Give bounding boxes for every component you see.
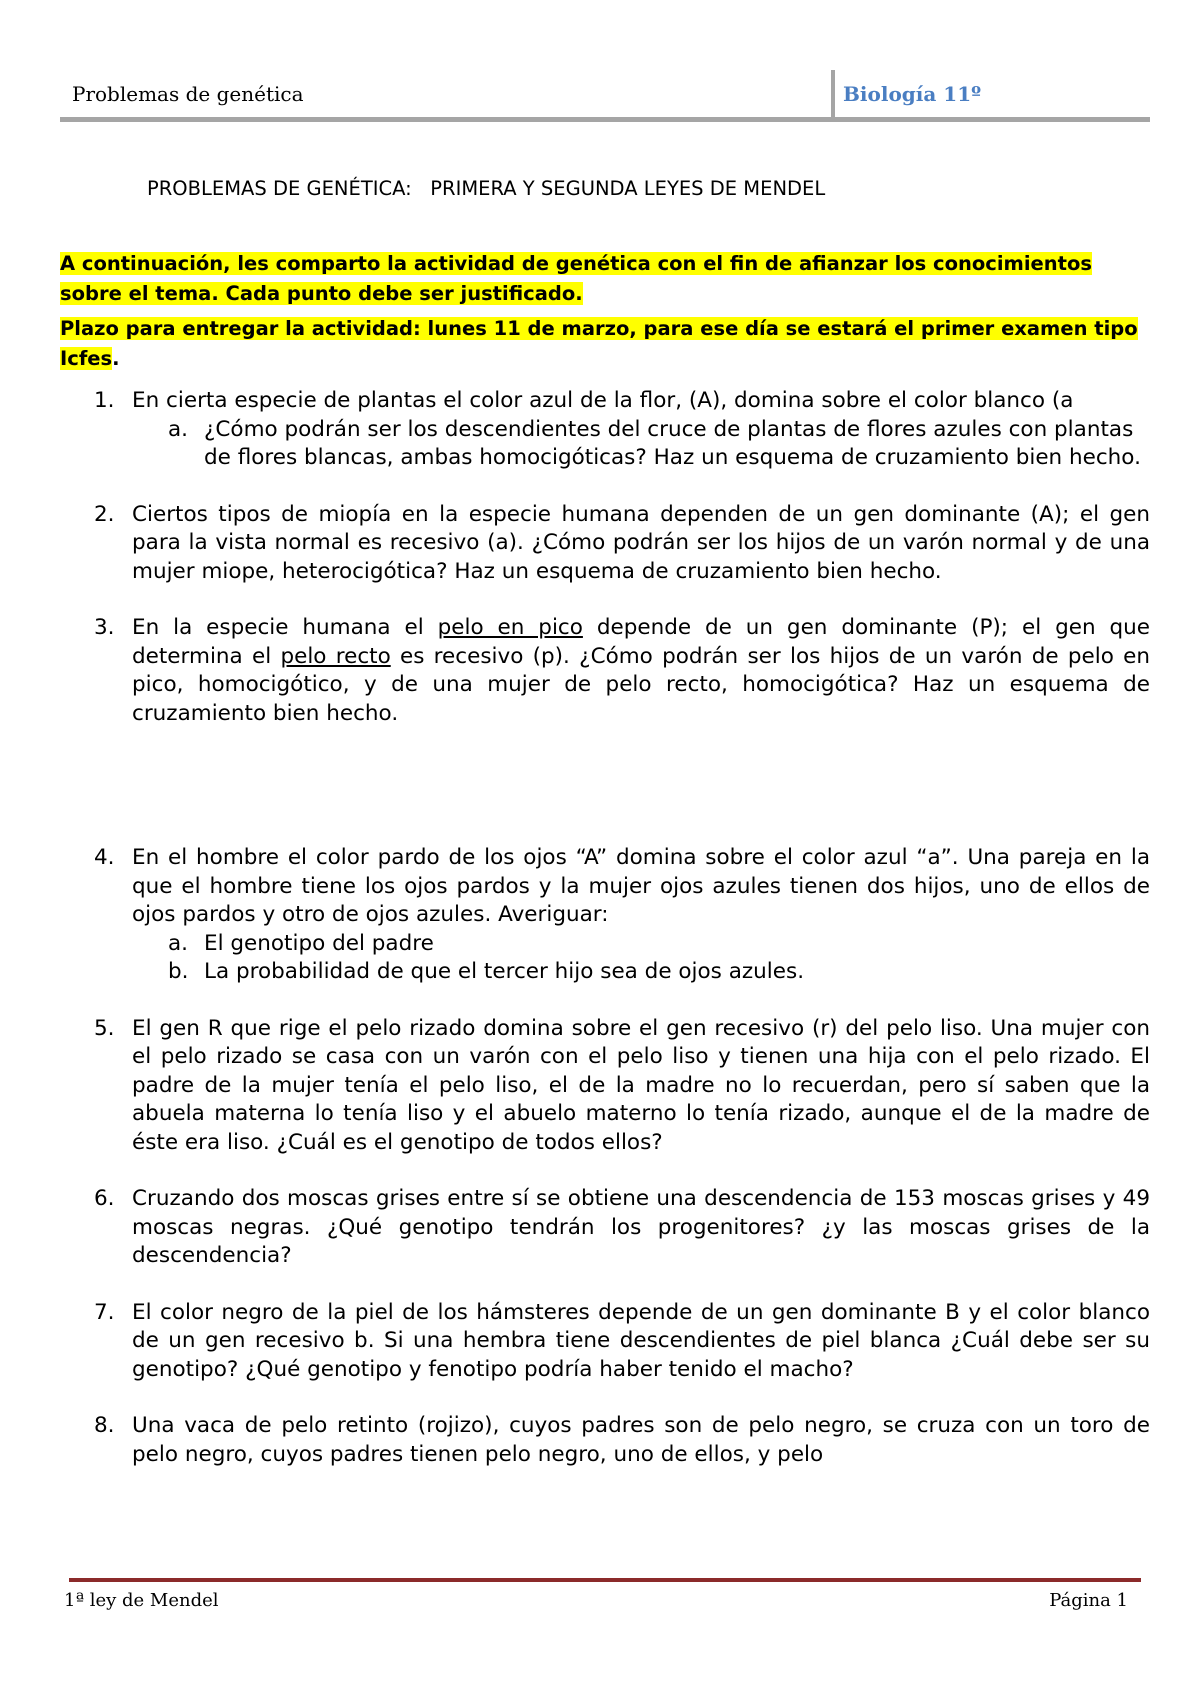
problem-list-b	[60, 844, 1150, 1497]
problem-text: En el hombre el color pardo de los ojos “A” domina sobre el color azul “a”. Una pareja en la que el hombre tiene los ojos pardos y la mujer ojos azules tienen dos hijos, uno de ellos de ojos pardos y otro de ojos azules. Averiguar:	[132, 845, 1150, 927]
intro-paragraph-1	[60, 249, 1150, 309]
problem-text: Cruzando dos moscas grises entre sí se obtiene una descendencia de 153 moscas grises y 49 moscas negras. ¿Qué genotipo tendrán los progenitores? ¿y las moscas grises de la descendencia?	[132, 1186, 1150, 1268]
footer-page-number: Página 1	[1049, 1590, 1128, 1611]
subitem-letter: b.	[168, 959, 189, 984]
intro-paragraph-2	[60, 314, 1150, 374]
problem-text-part: es recesivo (p). ¿Cómo podrán ser los hijos de un varón de pelo en pico, homocigótico, y de una mujer de pelo recto, homocigótica? Haz un esquema de cruzamiento bien hecho.	[132, 643, 1150, 726]
underlined-term: pelo en pico	[437, 615, 583, 640]
problem-5	[60, 1015, 1150, 1158]
problem-text: Ciertos tipos de miopía en la especie humana dependen de un gen dominante (A); el gen para la vista normal es recesivo (a). ¿Cómo podrán ser los hijos de un varón normal y de una mujer miope, heterocigótica? Haz un esquema de cruzamiento bien hecho.	[132, 501, 1150, 584]
problem-2	[60, 501, 1150, 587]
problem-3	[60, 614, 1150, 728]
document-title: PROBLEMAS DE GENÉTICA: PRIMERA Y SEGUNDA LEYES DE MENDEL	[147, 177, 826, 200]
problem-number: 4.	[94, 845, 115, 870]
subitem-text: ¿Cómo podrán ser los descendientes del cruce de plantas de flores azules con plantas de flores blancas, ambas homocigóticas? Haz un esquema de cruzamiento bien hecho.	[204, 416, 1141, 470]
header-rule	[60, 117, 1150, 122]
subitem-letter: a.	[168, 930, 189, 956]
subitem-text: La probabilidad de que el tercer hijo sea de ojos azules.	[204, 959, 805, 984]
problem-text: Una vaca de pelo retinto (rojizo), cuyos padres son de pelo negro, se cruza con un toro de pelo negro, cuyos padres tienen pelo negro, uno de ellos, y pelo	[132, 1413, 1150, 1467]
problem-number: 3.	[94, 615, 115, 640]
problem-1	[60, 387, 1150, 473]
header-separator	[831, 70, 835, 122]
problem-number: 1.	[94, 388, 115, 413]
intro-text-2: Plazo para entregar la actividad: lunes 11 de marzo, para ese día se estará el primer examen tipo Icfes	[60, 317, 1138, 370]
footer-left-text: 1ª ley de Mendel	[64, 1590, 219, 1611]
problem-number: 2.	[94, 501, 115, 527]
problem-text: El gen R que rige el pelo rizado domina sobre el gen recesivo (r) del pelo liso. Una mujer con el pelo rizado se casa con un varón con el pelo liso y tienen una hija con el pelo rizado. El padre de la mujer tenía el pelo liso, el de la madre no lo recuerdan, pero sí saben que la abuela materna lo tenía liso y el abuelo materno lo tenía rizado, aunque el de la madre de éste era liso. ¿Cuál es el genotipo de todos ellos?	[132, 1015, 1150, 1155]
problem-number: 8.	[94, 1413, 115, 1438]
underlined-term: pelo recto	[280, 643, 391, 669]
problem-text-part: En la especie humana el	[132, 615, 438, 640]
problem-number: 5.	[94, 1015, 115, 1041]
intro-text-1: A continuación, les comparto la actividad de genética con el fin de afianzar los conocimientos sobre el tema. Cada punto debe ser justificado.	[60, 252, 1092, 305]
problem-number: 7.	[94, 1299, 115, 1325]
subitem-letter: a.	[168, 416, 189, 442]
header-subject: Biología 11º	[843, 82, 982, 106]
problem-text: En cierta especie de plantas el color azul de la flor, (A), domina sobre el color blanco (a	[132, 388, 1074, 413]
subitem	[60, 930, 1150, 959]
footer-rule	[69, 1578, 1141, 1582]
page-header	[60, 70, 1150, 122]
intro-text-2-end: .	[112, 347, 120, 370]
header-title: Problemas de genética	[72, 82, 304, 106]
problem-7	[60, 1299, 1150, 1385]
subitem-text: El genotipo del padre	[204, 930, 434, 956]
subitem	[60, 958, 1150, 987]
problem-list-a	[60, 387, 1150, 756]
problem-number: 6.	[94, 1186, 115, 1211]
problem-8	[60, 1412, 1150, 1469]
problem-4	[60, 844, 1150, 987]
problem-text-part: depende de un gen dominante (P); el gen que determina el	[132, 615, 1150, 669]
problem-6	[60, 1185, 1150, 1271]
problem-text	[132, 614, 1150, 728]
problem-text: El color negro de la piel de los hámsteres depende de un gen dominante B y el color blanco de un gen recesivo b. Si una hembra tiene descendientes de piel blanca ¿Cuál debe ser su genotipo? ¿Qué genotipo y fenotipo podría haber tenido el macho?	[132, 1299, 1150, 1382]
subitem	[60, 416, 1150, 473]
